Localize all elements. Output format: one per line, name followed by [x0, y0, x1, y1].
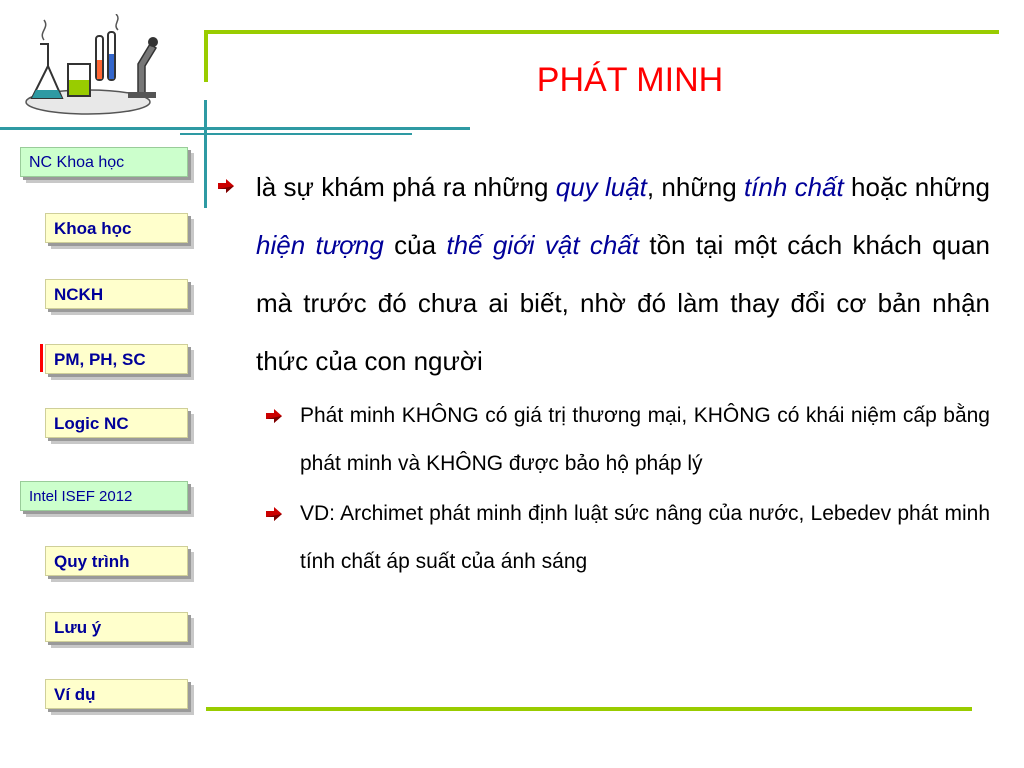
main-text-1: là sự khám phá ra những — [256, 172, 556, 202]
bottom-divider-line — [206, 707, 972, 711]
laboratory-logo-icon — [18, 14, 168, 122]
slide-title: PHÁT MINH — [536, 61, 724, 99]
main-text-5: tồn tại một cách khách quan mà trước đó chưa ai biết, nhờ đó làm thay đổi cơ bản nhận thức của con người — [256, 230, 991, 376]
nav-button-nc-khoa-hoc[interactable]: NC Khoa học — [20, 147, 188, 177]
nav-button-nckh[interactable]: NCKH — [45, 279, 188, 309]
main-text-2: , những — [646, 172, 744, 202]
main-text-3: hoặc những — [843, 172, 990, 202]
main-bullet — [218, 158, 990, 390]
top-vertical-line — [204, 30, 208, 82]
nav-button-vi-du[interactable]: Ví dụ — [45, 679, 188, 709]
slide-content — [218, 158, 990, 586]
sub-bullet-text: Phát minh KHÔNG có giá trị thương mại, KHÔNG có khái niệm cấp bằng phát minh và KHÔNG được bảo hộ pháp lý — [300, 404, 990, 475]
highlight-tinh-chat: tính chất — [743, 172, 844, 202]
nav-button-quy-trinh[interactable]: Quy trình — [45, 546, 188, 576]
arrow-bullet-icon — [218, 179, 234, 193]
nav-button-luu-y[interactable]: Lưu ý — [45, 612, 188, 642]
nav-button-pm-ph-sc[interactable]: PM, PH, SC — [45, 344, 188, 374]
highlight-hien-tuong: hiện tượng — [256, 230, 384, 260]
sub-bullet-commercial — [218, 392, 990, 488]
nav-button-khoa-hoc[interactable]: Khoa học — [45, 213, 188, 243]
arrow-bullet-icon — [266, 409, 282, 423]
nav-button-logic-nc[interactable]: Logic NC — [45, 408, 188, 438]
top-divider-line — [204, 30, 999, 34]
main-text-4: của — [383, 230, 447, 260]
sub-bullet-example — [218, 490, 990, 586]
decorative-teal-vertical — [204, 100, 207, 208]
decorative-teal-line-short — [180, 133, 412, 135]
active-nav-marker — [40, 344, 43, 372]
decorative-teal-line — [0, 127, 470, 130]
arrow-bullet-icon — [266, 507, 282, 521]
sub-bullet-text: VD: Archimet phát minh định luật sức nâng của nước, Lebedev phát minh tính chất áp suất của ánh sáng — [300, 502, 990, 573]
highlight-the-gioi-vat-chat: thế giới vật chất — [446, 230, 640, 260]
highlight-quy-luat: quy luật — [555, 172, 647, 202]
nav-button-intel-isef-2012[interactable]: Intel ISEF 2012 — [20, 481, 188, 511]
